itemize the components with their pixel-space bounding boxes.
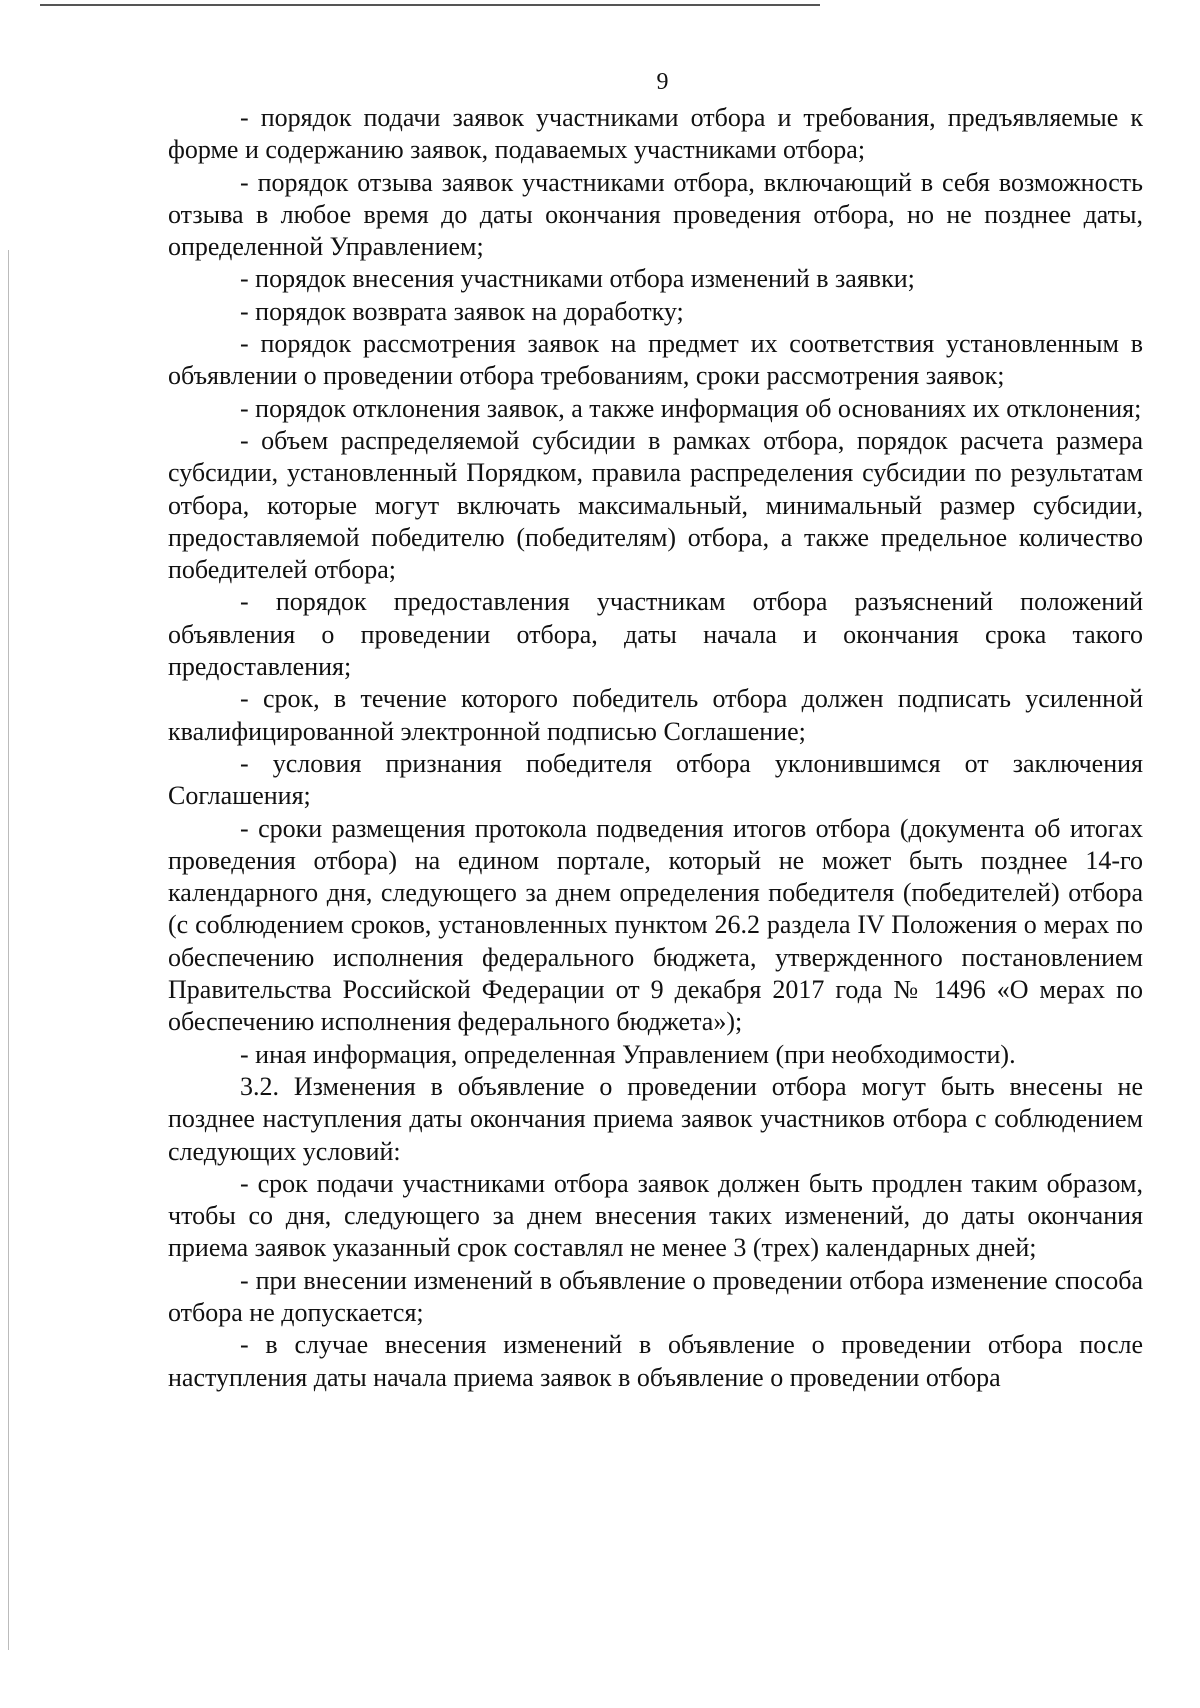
page-number: 9	[656, 69, 669, 95]
document-page	[168, 68, 1143, 1394]
paragraph: - порядок внесения участниками отбора изменений в заявки;	[240, 264, 915, 294]
paragraph: - при внесении изменений в объявление о проведении отбора изменение способа отбора не допускается;	[168, 1265, 1143, 1327]
document-body	[168, 102, 1143, 1394]
paragraph: - порядок предоставления участникам отбора разъяснений положений объявления о проведении отбора, даты начала и окончания срока такого предоставления;	[168, 587, 1143, 682]
paragraph: - срок подачи участниками отбора заявок должен быть продлен таким образом, чтобы со дня, следующего за днем внесения таких изменений, до даты окончания приема заявок указанный срок составлял не менее 3 (трех) календарных дней;	[168, 1168, 1143, 1263]
paragraph: - порядок отзыва заявок участниками отбора, включающий в себя возможность отзыва в любое время до даты окончания проведения отбора, но не позднее даты, определенной Управлением;	[168, 167, 1143, 262]
paragraph: - порядок возврата заявок на доработку;	[240, 296, 684, 326]
paragraph: - условия признания победителя отбора уклонившимся от заключения Соглашения;	[168, 748, 1143, 811]
paragraph: - объем распределяемой субсидии в рамках отбора, порядок расчета размера субсидии, установленный Порядком, правила распределения субсидии по результатам отбора, которые могут включать максимальный, минимальный размер субсидии, предоставляемой победителю (победителям) отбора, а также предельное количество победителей отбора;	[168, 425, 1143, 585]
paragraph: - в случае внесения изменений в объявление о проведении отбора после наступления даты начала приема заявок в объявление о проведении отбора	[168, 1330, 1143, 1392]
paragraph: - порядок отклонения заявок, а также информация об основаниях их отклонения;	[240, 393, 1142, 423]
scan-border-top	[40, 4, 820, 6]
paragraph: - сроки размещения протокола подведения итогов отбора (документа об итогах проведения отбора) на едином портале, который не может быть позднее 14-го календарного дня, следующего за днем определения победителя (победителей) отбора (с соблюдением сроков, установленных пунктом 26.2 раздела IV Положения о мерах по обеспечению исполнения федерального бюджета, утвержденного постановлением Правительства Российской Федерации от 9 декабря 2017 года № 1496 «О мерах по обеспечению исполнения федерального бюджета»);	[168, 813, 1143, 1037]
paragraph: - порядок подачи заявок участниками отбора и требования, предъявляемые к форме и содержанию заявок, подаваемых участниками отбора;	[168, 103, 1143, 165]
paragraph: - иная информация, определенная Управлением (при необходимости).	[240, 1039, 1016, 1069]
scan-border-left	[8, 250, 9, 1650]
paragraph: - срок, в течение которого победитель отбора должен подписать усиленной квалифицированной электронной подписью Соглашение;	[168, 684, 1143, 746]
paragraph: - порядок рассмотрения заявок на предмет их соответствия установленным в объявлении о проведении отбора требованиям, сроки рассмотрения заявок;	[168, 329, 1143, 391]
paragraph: 3.2. Изменения в объявление о проведении отбора могут быть внесены не позднее наступления даты окончания приема заявок участников отбора с соблюдением следующих условий:	[168, 1071, 1143, 1166]
